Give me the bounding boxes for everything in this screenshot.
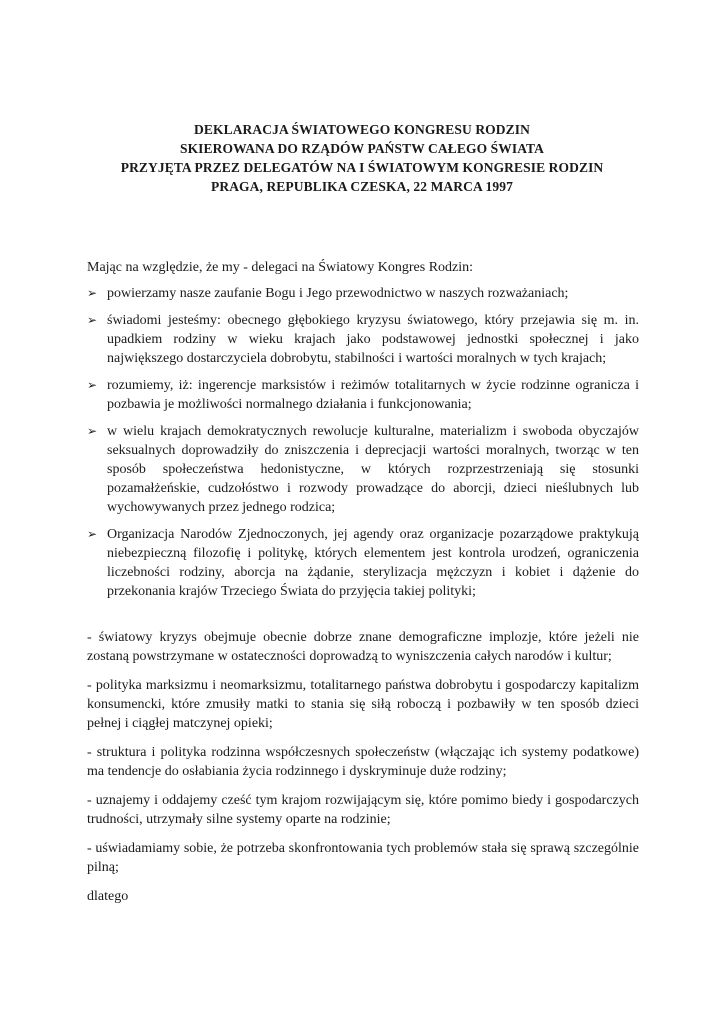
dash-paragraph: - światowy kryzys obejmuje obecnie dobrze znane demograficzne implozje, które jeżeli nie zostaną powstrzymane w ostateczności doprowadzą to wyniszczenia całych narodów i kultur; <box>87 630 639 664</box>
dash-paragraph: - struktura i polityka rodzinna współczesnych społeczeństw (włączając ich systemy podatkowe) ma tendencje do osłabiania życia rodzinnego i dyskryminuje duże rodziny; <box>87 745 639 779</box>
list-item <box>87 422 639 517</box>
bullet-list <box>87 284 639 609</box>
list-item-text: w wielu krajach demokratycznych rewolucje kulturalne, materializm i swoboda obyczajów seksualnych doprowadziły do zniszczenia i deprecjacji wartości moralnych, tworząc w ten sposób społeczeństwa hedonistyczne, w których rozprzestrzeniają się stosunki pozamałżeńskie, cudzołóstwo i rozwody prowadzące do aborcji, dzieci nieślubnych lub wychowywanych przez jednego rodzica; <box>107 424 639 515</box>
closing-word: dlatego <box>87 889 129 904</box>
dash-paragraph: - uznajemy i oddajemy cześć tym krajom rozwijającym się, które pomimo biedy i gospodarczych trudności, utrzymały silne systemy oparte na rodzinie; <box>87 793 639 827</box>
list-item-text: powierzamy nasze zaufanie Bogu i Jego przewodnictwo w naszych rozważaniach; <box>107 286 569 301</box>
dash-paragraphs <box>87 628 639 906</box>
intro-paragraph: Mając na względzie, że my - delegaci na Światowy Kongres Rodzin: <box>87 260 474 275</box>
list-item-text: rozumiemy, iż: ingerencje marksistów i reżimów totalitarnych w życie rodzinne ogranicza i pozbawia je możliwości normalnego działania i funkcjonowania; <box>107 378 639 412</box>
list-item <box>87 284 639 303</box>
header-title-line-1: DEKLARACJA ŚWIATOWEGO KONGRESU RODZIN <box>194 122 530 137</box>
header-title-line-3: PRZYJĘTA PRZEZ DELEGATÓW NA I ŚWIATOWYM KONGRESIE RODZIN <box>120 160 604 175</box>
arrow-bullet-icon: ➢ <box>87 424 98 438</box>
list-item-text: świadomi jesteśmy: obecnego głębokiego kryzysu światowego, który przejawia się m. in. upadkiem rodziny w wieku krajach jako podstawowej jednostki społecznej i jako największego dostarczyciela dobrobytu, stabilności i wartości moralnych w tych krajach; <box>107 313 639 366</box>
list-item-text: Organizacja Narodów Zjednoczonych, jej agendy oraz organizacje pozarządowe praktykują niebezpieczną filozofię i politykę, których elementem jest kontrola urodzeń, ograniczenia liczebności rodziny, aborcja na żądanie, sterylizacja mężczyzn i kobiet i dążenie do przekonania krajów Trzeciego Świata do przyjęcia takiej polityki; <box>107 527 639 599</box>
arrow-bullet-icon: ➢ <box>87 378 98 392</box>
list-item <box>87 376 639 414</box>
arrow-bullet-icon: ➢ <box>87 527 98 541</box>
list-item <box>87 525 639 601</box>
document-header <box>60 120 664 196</box>
dash-paragraph: - uświadamiamy sobie, że potrzeba skonfrontowania tych problemów stała się sprawą szczególnie pilną; <box>87 841 639 875</box>
arrow-bullet-icon: ➢ <box>87 286 98 300</box>
list-item <box>87 311 639 368</box>
arrow-bullet-icon: ➢ <box>87 313 98 327</box>
header-title-line-4: PRAGA, REPUBLIKA CZESKA, 22 MARCA 1997 <box>211 179 513 194</box>
header-title-line-2: SKIEROWANA DO RZĄDÓW PAŃSTW CAŁEGO ŚWIATA <box>179 141 545 156</box>
dash-paragraph: - polityka marksizmu i neomarksizmu, totalitarnego państwa dobrobytu i gospodarczy kapitalizm konsumencki, które zmusiły matki to stania się siłą roboczą i pozbawiły w ten sposób dzieci pełnej i ciągłej matczynej opieki; <box>87 678 639 731</box>
